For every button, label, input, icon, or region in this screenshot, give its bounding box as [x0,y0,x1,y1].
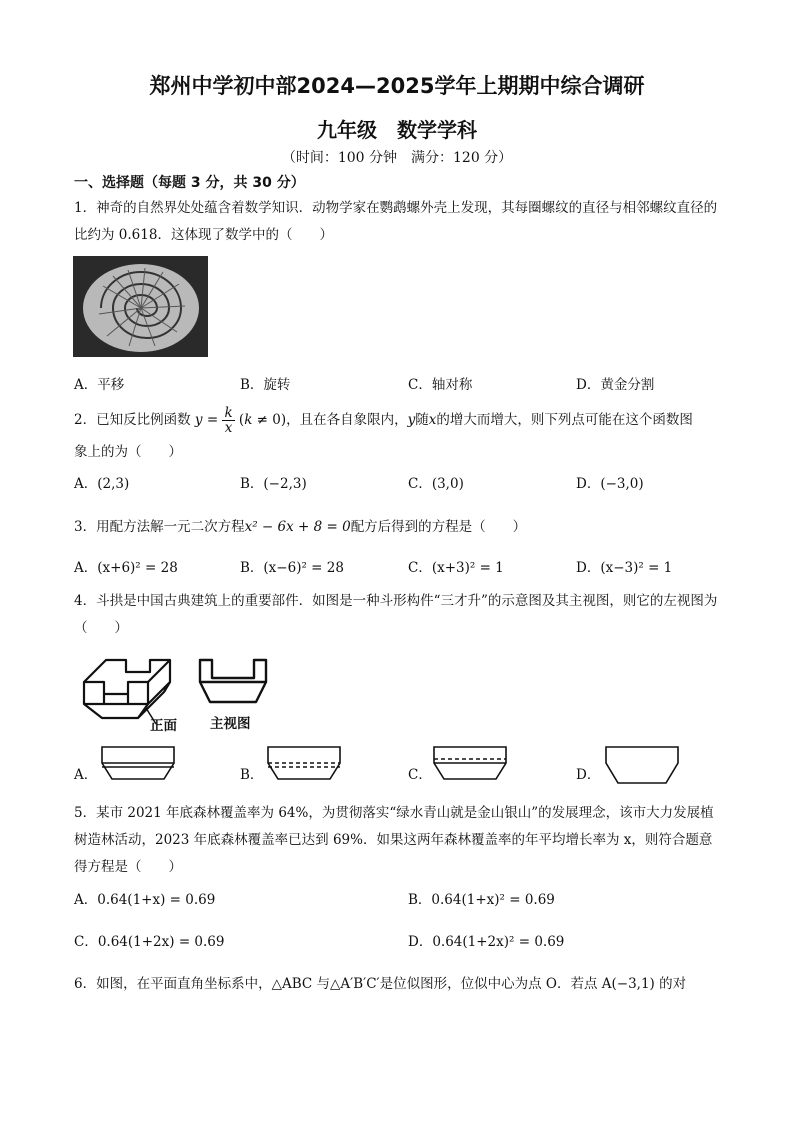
question-3-text: 3．用配方法解一元二次方程x² − 6x + 8 = 0配方后得到的方程是（ ） [74,519,527,535]
q4-option-c-figure [432,745,508,781]
section-title: 一、选择题（每题 3 分，共 30 分） [74,175,305,191]
q3-option-c: C．(x+3)² = 1 [408,560,504,576]
q2-option-b: B．(−2,3) [240,476,307,492]
q5-option-a: A．0.64(1+x) = 0.69 [74,892,216,908]
q4-option-b-figure [266,745,342,781]
q4-option-d-label: D． [576,767,601,783]
exam-subtitle: 九年级 数学学科 [317,118,477,142]
exam-meta: （时间：100 分钟 满分：120 分） [281,150,513,166]
label-front: 正面 [150,718,177,734]
q3-option-b: B．(x−6)² = 28 [240,560,344,576]
q3-option-a: A．(x+6)² = 28 [74,560,178,576]
q1-option-d: D．黄金分割 [576,377,655,393]
question-5-text: 5．某市 2021 年底森林覆盖率为 64%，为贯彻落实“绿水青山就是金山银山”的发展理念，该市大力发展植树造林活动，2023 年底森林覆盖率已达到 69%．如果这两年森林覆盖率的年平均增长率为 x，则符合题意得方程是（ ） [74,805,714,875]
q3-option-d: D．(x−3)² = 1 [576,560,673,576]
q4-option-d-figure [604,745,680,785]
question-6-text: 6．如图，在平面直角坐标系中，△ABC 与△A′B′C′是位似图形，位似中心为点 O．若点 A(−3,1) 的对 [74,976,687,992]
question-1-text: 1．神奇的自然界处处蕴含着数学知识．动物学家在鹦鹉螺外壳上发现，其每圈螺纹的直径与相邻螺纹直径的比约为 0.618．这体现了数学中的（ ） [74,200,718,243]
q4-option-a-label: A． [74,767,98,783]
q1-option-c: C．轴对称 [408,377,473,393]
nautilus-shell-photo [73,256,208,357]
q2-option-c: C．(3,0) [408,476,464,492]
question-2-line2: 象上的为（ ） [74,444,182,460]
q2-option-d: D．(−3,0) [576,476,644,492]
question-4-text: 4．斗拱是中国古典建筑上的重要部件．如图是一种斗形构件“三才升”的示意图及其主视图，则它的左视图为（ ） [74,593,718,636]
exam-title: 郑州中学初中部2024—2025学年上期期中综合调研 [149,74,645,98]
q4-option-c-label: C． [408,767,432,783]
dougong-main-view-figure [198,658,268,708]
q5-option-c: C．0.64(1+2x) = 0.69 [74,934,225,950]
q5-option-d: D．0.64(1+2x)² = 0.69 [408,934,565,950]
q2-option-a: A．(2,3) [74,476,130,492]
q1-option-b: B．旋转 [240,377,291,393]
q5-option-b: B．0.64(1+x)² = 0.69 [408,892,555,908]
q4-option-b-label: B． [240,767,264,783]
question-2-line1: 2．已知反比例函数 y = $\frac{k}{x}$ (k ≠ 0)，且在各自象限内，y随x的增大而增大，则下列点可能在这个函数图 [74,405,693,436]
q4-option-a-figure [100,745,176,781]
q1-option-a: A．平移 [74,377,125,393]
label-main-view: 主视图 [210,716,251,732]
